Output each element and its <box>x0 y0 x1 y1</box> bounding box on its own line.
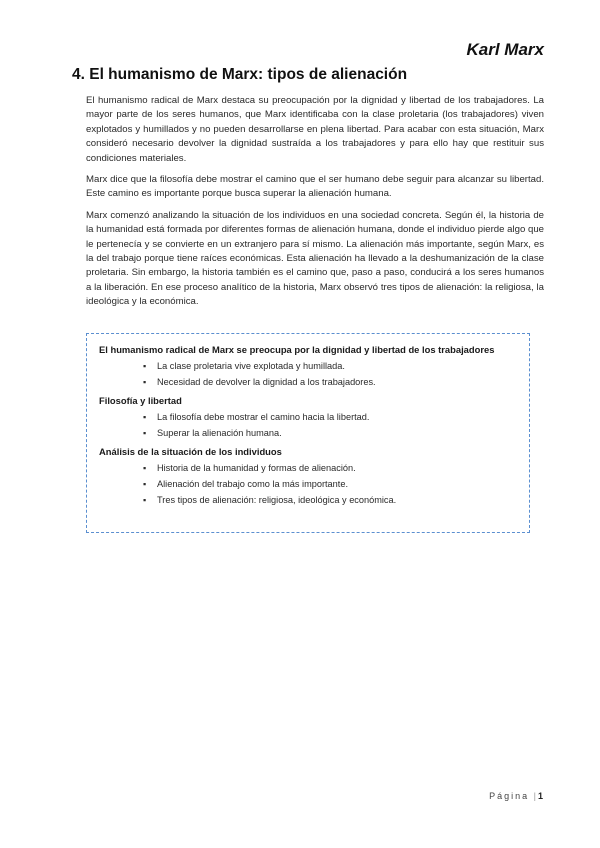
summary-list <box>99 460 517 508</box>
list-item-text: Alienación del trabajo como la más importante. <box>157 479 348 489</box>
summary-group <box>99 344 517 390</box>
square-bullet-icon: ▪ <box>143 428 147 438</box>
list-item-text: Historia de la humanidad y formas de alienación. <box>157 463 356 473</box>
page-label: Página <box>489 791 530 801</box>
summary-group <box>99 446 517 508</box>
square-bullet-icon: ▪ <box>143 479 147 489</box>
list-item-text: La filosofía debe mostrar el camino hacia la libertad. <box>157 412 370 422</box>
square-bullet-icon: ▪ <box>143 361 147 371</box>
list-item <box>99 460 517 476</box>
summary-heading: Filosofía y libertad <box>99 395 182 406</box>
square-bullet-icon: ▪ <box>143 495 147 505</box>
page-footer <box>489 791 545 801</box>
list-item-text: Superar la alienación humana. <box>157 428 282 438</box>
list-item-text: La clase proletaria vive explotada y humillada. <box>157 361 345 371</box>
summary-heading: El humanismo radical de Marx se preocupa por la dignidad y libertad de los trabajadores <box>99 344 495 355</box>
paragraph: Marx comenzó analizando la situación de los individuos en una sociedad concreta. Según él, la historia de la humanidad está formada por diferentes formas de alienación humana, donde el individuo pierde algo que le pertenecía y se convierte en un extranjero para sí mismo. La alienación más importante, según Marx, es la del trabajo porque tiene raíces económicas. Esta alienación ha llevado a la deshumanización de la clase proletaria. Sin embargo, la historia también es el camino que, paso a paso, conducirá a los seres humanos a la liberación. En ese proceso analítico de la historia, Marx observó tres tipos de alienación: la religiosa, la ideológica y la económica. <box>86 209 544 308</box>
list-item-text: Necesidad de devolver la dignidad a los trabajadores. <box>157 377 376 387</box>
summary-heading: Análisis de la situación de los individuos <box>99 446 282 457</box>
square-bullet-icon: ▪ <box>143 412 147 422</box>
square-bullet-icon: ▪ <box>143 463 147 473</box>
summary-list <box>99 409 517 441</box>
square-bullet-icon: ▪ <box>143 377 147 387</box>
paragraph: Marx dice que la filosofía debe mostrar el camino que el ser humano debe seguir para alcanzar su libertad. Este camino es importante porque busca superar la alienación humana. <box>86 174 544 200</box>
list-item <box>99 425 517 441</box>
list-item <box>99 358 517 374</box>
paragraph: El humanismo radical de Marx destaca su preocupación por la dignidad y libertad de los trabajadores. La mayor parte de los seres humanos, que Marx identificaba con la clase proletaria (los trabajadores) viven explotados y humillados y no pueden desarrollarse en plena libertad. Para acabar con esta situación, Marx consideró necesario devolver la dignidad sustraída a los trabajadores y para ello hay que restituir sus condiciones materiales. <box>86 95 544 164</box>
page-number: 1 <box>537 791 545 801</box>
summary-list <box>99 358 517 390</box>
list-item <box>99 492 517 508</box>
section-title: 4. El humanismo de Marx: tipos de alienación <box>72 66 408 83</box>
summary-group <box>99 395 517 441</box>
list-item <box>99 374 517 390</box>
footer-separator: | <box>533 791 538 801</box>
list-item-text: Tres tipos de alienación: religiosa, ideológica y económica. <box>157 495 397 505</box>
list-item <box>99 409 517 425</box>
body-text <box>86 94 544 317</box>
summary-box <box>86 333 530 533</box>
list-item <box>99 476 517 492</box>
header-title: Karl Marx <box>466 40 544 59</box>
